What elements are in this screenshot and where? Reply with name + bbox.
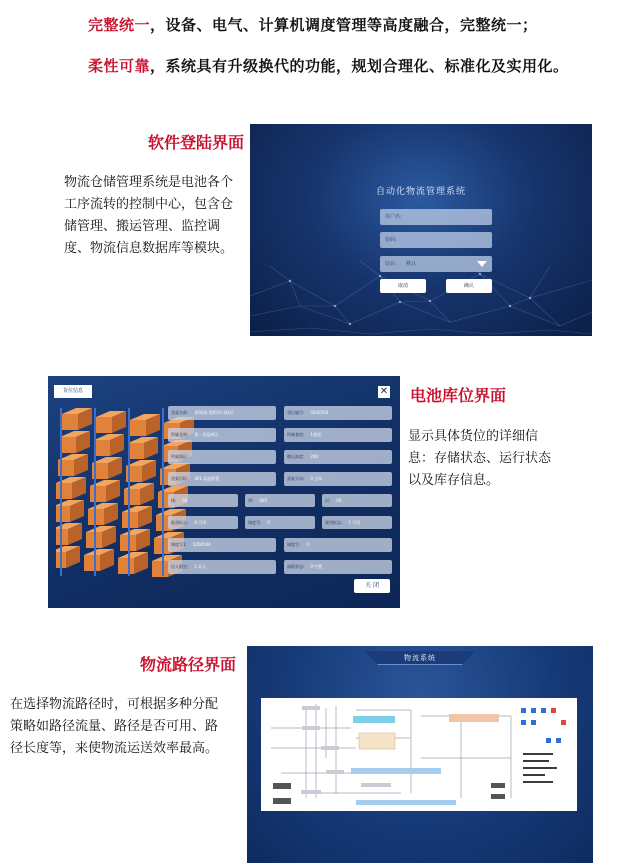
- battery-box: [56, 506, 70, 522]
- location-field-label: 货架方向:: [287, 476, 305, 481]
- location-field-label: 使用标志:: [325, 520, 343, 525]
- location-field: [284, 450, 392, 464]
- location-field-label: 调度号:: [287, 542, 301, 547]
- location-field-value: 第一英温库区: [194, 432, 219, 437]
- location-field-value: 04: [336, 498, 342, 503]
- close-icon[interactable]: ✕: [379, 386, 389, 397]
- username-field[interactable]: 用户名:: [380, 209, 492, 225]
- location-field: [168, 472, 276, 486]
- location-field-label: 排:: [171, 498, 177, 503]
- route-system-title: 物流系统: [404, 654, 436, 662]
- route-section-title: 物流路径界面: [140, 655, 237, 674]
- location-field: [284, 560, 392, 574]
- rack-post: [60, 408, 62, 576]
- battery-box: [118, 558, 134, 574]
- location-field-label: 所属仓库:: [171, 432, 189, 437]
- intro-line-unified: [88, 14, 538, 35]
- location-field-value: 0200504: [310, 410, 329, 415]
- battery-box: [94, 440, 110, 456]
- login-screenshot: [250, 124, 592, 336]
- rack-post: [162, 408, 164, 576]
- battery-box: [60, 437, 76, 453]
- location-field: [284, 538, 392, 552]
- location-field: [284, 472, 392, 486]
- location-field-value: 1 可用: [348, 520, 361, 525]
- battery-box: [96, 417, 112, 433]
- battery-box: [56, 483, 72, 499]
- storage-section-title: 电池库位界面: [410, 386, 507, 405]
- location-field: [168, 538, 276, 552]
- location-field-label: 所属货区:: [171, 454, 189, 459]
- station-label: 站台:: [385, 261, 397, 267]
- location-field-value: 200: [310, 454, 318, 459]
- location-field-value: 0: [306, 542, 309, 547]
- intro-text-unified: ，设备、电气、计算机调度管理等高度融合，完整统一；: [150, 16, 538, 34]
- storage-section-description: 显示具体货位的详细信息：存储状态、运行状态以及库存信息。: [408, 429, 552, 488]
- location-field: [168, 428, 276, 442]
- location-field: [322, 516, 392, 529]
- confirm-button[interactable]: 确认: [446, 279, 492, 293]
- location-field: [245, 494, 315, 507]
- location-field-value: 401 高温静置: [194, 476, 220, 481]
- logistics-route-map: [261, 698, 577, 811]
- location-field-value: 0 空置: [310, 564, 323, 569]
- location-field-label: 所属巷道:: [287, 432, 305, 437]
- battery-box: [62, 414, 78, 430]
- location-field-value: 第02排 第05列 第4层: [194, 410, 234, 415]
- location-field: [168, 494, 238, 507]
- location-field-label: 层:: [325, 498, 331, 503]
- location-field-value: 0 正向: [310, 476, 323, 481]
- location-field: [284, 406, 392, 420]
- location-field-value: 1巷道: [310, 432, 321, 437]
- tab-location-info[interactable]: 货位信息: [54, 385, 92, 398]
- location-field-label: 取货标志:: [171, 520, 189, 525]
- location-field-value: 0: [267, 520, 270, 525]
- intro-highlight-unified: 完整统一: [88, 16, 151, 34]
- location-field-label: 货位编号:: [287, 410, 305, 415]
- login-section-title: 软件登陆界面: [148, 133, 245, 152]
- station-value: 默认: [406, 261, 417, 267]
- battery-box: [84, 555, 100, 571]
- location-field: [322, 494, 392, 507]
- location-field: [168, 450, 276, 464]
- location-field-label: 列:: [248, 498, 254, 503]
- login-section-description: 物流仓储管理系统是电池各个工序流转的控制中心，包含仓储管理、搬运管理、监控调度、物流信息数据库等模块。: [64, 175, 234, 256]
- location-field-label: 出入限定:: [171, 564, 189, 569]
- cancel-button[interactable]: 取消: [380, 279, 426, 293]
- battery-box: [90, 486, 106, 502]
- chevron-down-icon: [477, 261, 487, 267]
- intro-line-flexible: [88, 55, 569, 76]
- battery-box: [128, 443, 144, 459]
- location-field: [245, 516, 315, 529]
- intro-text-flexible: ，系统具有升级换代的功能，规划合理化、标准化及实用化。: [150, 57, 569, 75]
- location-field-value: 0 可用: [194, 520, 207, 525]
- location-field: [168, 516, 238, 529]
- rack-post: [128, 408, 130, 576]
- route-screenshot: [247, 646, 593, 863]
- location-field: [168, 406, 276, 420]
- location-field-label: 调度号1:: [171, 542, 187, 547]
- storage-screenshot: [48, 376, 400, 608]
- location-field-label: 搬运高度:: [287, 454, 305, 459]
- login-app-title: 自动化物流管理系统: [375, 187, 466, 197]
- battery-box: [124, 489, 140, 505]
- location-field: [168, 560, 276, 574]
- location-field-label: 调度号:: [248, 520, 262, 525]
- location-field-value: 02: [182, 498, 188, 503]
- station-select[interactable]: [380, 256, 492, 272]
- intro-highlight-flexible: 柔性可靠: [88, 57, 151, 75]
- route-section-description: 在选择物流路径时，可根据多种分配策略如路径流量、路径是否可用、路径长度等，来使物流运送效率最高。: [10, 697, 219, 756]
- location-field-label: 面板状态:: [287, 564, 305, 569]
- location-field-value: 005: [259, 498, 267, 503]
- location-field-value: 1 双入: [194, 564, 207, 569]
- location-field: [284, 428, 392, 442]
- battery-box: [130, 420, 146, 436]
- rack-post: [94, 408, 96, 576]
- password-field[interactable]: 密码:: [380, 232, 492, 248]
- battery-box: [152, 561, 168, 577]
- location-field-value: 0200504: [192, 542, 211, 547]
- close-dialog-button[interactable]: 关 闭: [354, 579, 390, 593]
- location-field-label: 货架目标:: [171, 476, 189, 481]
- location-field-label: 货架名称:: [171, 410, 189, 415]
